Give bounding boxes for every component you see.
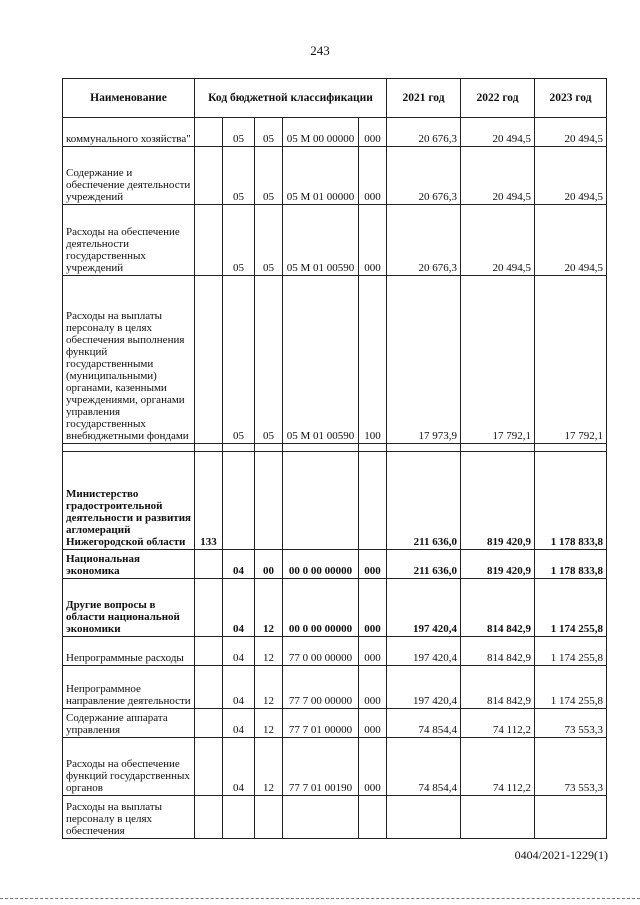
row-pr: 12 — [255, 637, 283, 666]
row-2022: 74 112,2 — [461, 709, 535, 738]
header-2022: 2022 год — [461, 79, 535, 118]
row-csr: 77 7 00 00000 — [283, 666, 359, 709]
header-code: Код бюджетной классификации — [195, 79, 387, 118]
row-name: Другие вопросы в области национальной экономики — [63, 579, 195, 637]
scan-edge-line — [0, 898, 640, 899]
row-csr: 05 М 01 00590 — [283, 205, 359, 276]
row-2021: 74 854,4 — [387, 738, 461, 796]
row-pr: 05 — [255, 147, 283, 205]
row-ved — [195, 709, 223, 738]
row-2023: 73 553,3 — [535, 709, 607, 738]
table-row — [63, 579, 607, 637]
row-name: Расходы на обеспечение деятельности государственных учреждений — [63, 205, 195, 276]
table-row — [63, 550, 607, 579]
row-ved — [195, 637, 223, 666]
row-csr: 77 7 01 00190 — [283, 738, 359, 796]
table-header-row — [63, 79, 607, 118]
row-rz: 04 — [223, 637, 255, 666]
row-rz: 04 — [223, 579, 255, 637]
row-pr: 05 — [255, 276, 283, 444]
row-name: Непрограммное направление деятельности — [63, 666, 195, 709]
row-ved — [195, 118, 223, 147]
row-vr: 000 — [359, 550, 387, 579]
row-ved: 133 — [195, 452, 223, 550]
row-pr: 05 — [255, 118, 283, 147]
row-vr: 000 — [359, 147, 387, 205]
row-2023: 1 174 255,8 — [535, 666, 607, 709]
row-rz: 04 — [223, 738, 255, 796]
row-rz: 04 — [223, 550, 255, 579]
row-2021: 211 636,0 — [387, 452, 461, 550]
document-code: 0404/2021-1229(1) — [514, 848, 608, 862]
row-csr: 00 0 00 00000 — [283, 550, 359, 579]
row-csr — [283, 452, 359, 550]
row-rz: 05 — [223, 205, 255, 276]
row-rz: 05 — [223, 147, 255, 205]
row-name: Содержание аппарата управления — [63, 709, 195, 738]
row-vr: 000 — [359, 709, 387, 738]
row-2021: 197 420,4 — [387, 579, 461, 637]
row-pr: 12 — [255, 709, 283, 738]
row-csr: 05 М 00 00000 — [283, 118, 359, 147]
row-name: Расходы на выплаты персоналу в целях обеспечения выполнения функций государственными (муниципальными) органами, казенными учреждениями, органами управления государственных внебюджетными фондами — [63, 276, 195, 444]
row-vr: 000 — [359, 666, 387, 709]
row-ved — [195, 205, 223, 276]
row-ved — [195, 550, 223, 579]
row-vr: 000 — [359, 738, 387, 796]
row-name: Расходы на выплаты персоналу в целях обеспечения — [63, 796, 195, 839]
table-row — [63, 118, 607, 147]
table-row — [63, 637, 607, 666]
page-number: 243 — [310, 43, 330, 58]
row-vr — [359, 452, 387, 550]
row-pr: 00 — [255, 550, 283, 579]
row-ved — [195, 796, 223, 839]
row-vr: 000 — [359, 579, 387, 637]
row-rz — [223, 452, 255, 550]
row-ved — [195, 666, 223, 709]
row-pr: 12 — [255, 579, 283, 637]
header-2021: 2021 год — [387, 79, 461, 118]
row-2023: 17 792,1 — [535, 276, 607, 444]
row-ved — [195, 147, 223, 205]
table-row — [63, 147, 607, 205]
row-csr: 05 М 01 00590 — [283, 276, 359, 444]
row-name: коммунального хозяйства" — [63, 118, 195, 147]
row-vr: 100 — [359, 276, 387, 444]
row-2023: 73 553,3 — [535, 738, 607, 796]
header-2023: 2023 год — [535, 79, 607, 118]
row-name: Национальная экономика — [63, 550, 195, 579]
table-row — [63, 796, 607, 839]
row-vr — [359, 796, 387, 839]
row-2021: 20 676,3 — [387, 118, 461, 147]
header-name: Наименование — [63, 79, 195, 118]
row-2021: 17 973,9 — [387, 276, 461, 444]
row-2021: 197 420,4 — [387, 666, 461, 709]
row-pr: 12 — [255, 738, 283, 796]
budget-table — [62, 78, 607, 839]
row-2023: 20 494,5 — [535, 118, 607, 147]
row-pr: 12 — [255, 666, 283, 709]
row-2022: 814 842,9 — [461, 637, 535, 666]
row-csr: 77 0 00 00000 — [283, 637, 359, 666]
row-2022: 17 792,1 — [461, 276, 535, 444]
row-rz — [223, 796, 255, 839]
row-2021: 74 854,4 — [387, 709, 461, 738]
row-name: Расходы на обеспечение функций государственных органов — [63, 738, 195, 796]
row-2021: 20 676,3 — [387, 205, 461, 276]
row-vr: 000 — [359, 118, 387, 147]
spacer-row — [63, 444, 607, 452]
row-pr — [255, 796, 283, 839]
row-ved — [195, 738, 223, 796]
row-rz: 05 — [223, 118, 255, 147]
table-row — [63, 276, 607, 444]
row-rz: 04 — [223, 709, 255, 738]
row-2022: 74 112,2 — [461, 738, 535, 796]
row-2021: 211 636,0 — [387, 550, 461, 579]
row-2021: 20 676,3 — [387, 147, 461, 205]
row-2022: 20 494,5 — [461, 205, 535, 276]
row-csr: 77 7 01 00000 — [283, 709, 359, 738]
row-2021: 197 420,4 — [387, 637, 461, 666]
row-2021 — [387, 796, 461, 839]
row-rz: 04 — [223, 666, 255, 709]
row-vr: 000 — [359, 205, 387, 276]
table-row — [63, 205, 607, 276]
row-2023: 20 494,5 — [535, 205, 607, 276]
row-2022: 20 494,5 — [461, 147, 535, 205]
row-2023 — [535, 796, 607, 839]
row-2023: 1 178 833,8 — [535, 452, 607, 550]
table-row — [63, 666, 607, 709]
table-row — [63, 452, 607, 550]
row-csr: 05 М 01 00000 — [283, 147, 359, 205]
row-2022: 819 420,9 — [461, 550, 535, 579]
row-csr — [283, 796, 359, 839]
row-pr: 05 — [255, 205, 283, 276]
row-2022: 20 494,5 — [461, 118, 535, 147]
row-2023: 1 174 255,8 — [535, 637, 607, 666]
table-row — [63, 709, 607, 738]
row-vr: 000 — [359, 637, 387, 666]
row-2022 — [461, 796, 535, 839]
row-name: Непрограммные расходы — [63, 637, 195, 666]
row-2023: 1 174 255,8 — [535, 579, 607, 637]
row-2023: 1 178 833,8 — [535, 550, 607, 579]
row-2022: 819 420,9 — [461, 452, 535, 550]
row-name: Содержание и обеспечение деятельности учреждений — [63, 147, 195, 205]
row-ved — [195, 276, 223, 444]
table-row — [63, 738, 607, 796]
row-pr — [255, 452, 283, 550]
row-ved — [195, 579, 223, 637]
row-rz: 05 — [223, 276, 255, 444]
row-csr: 00 0 00 00000 — [283, 579, 359, 637]
row-2022: 814 842,9 — [461, 579, 535, 637]
row-2022: 814 842,9 — [461, 666, 535, 709]
row-name: Министерство градостроительной деятельности и развития агломераций Нижегородской области — [63, 452, 195, 550]
row-2023: 20 494,5 — [535, 147, 607, 205]
